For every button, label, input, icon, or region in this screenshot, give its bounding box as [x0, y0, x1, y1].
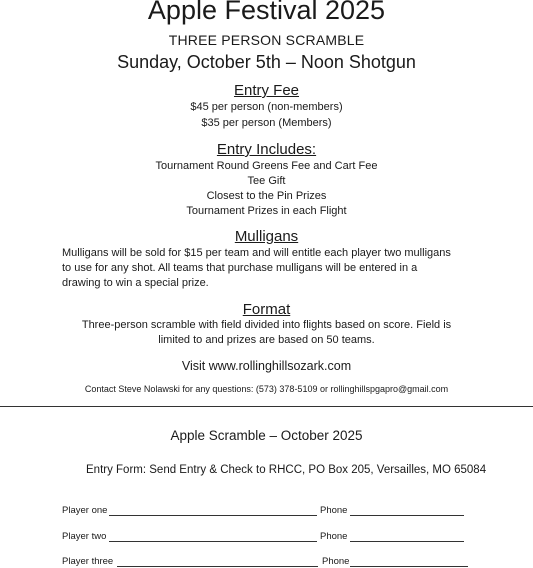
includes-item: Closest to the Pin Prizes — [206, 190, 327, 202]
includes-item: Tournament Round Greens Fee and Cart Fee — [155, 160, 378, 172]
form-instructions: Entry Form: Send Entry & Check to RHCC, PO Box 205, Versailles, MO 65084 — [86, 464, 487, 476]
format-heading: Format — [242, 301, 291, 318]
cut-divider — [0, 406, 533, 407]
player-two-label: Player two — [62, 531, 107, 542]
mulligans-text-line: drawing to win a special prize. — [62, 277, 209, 289]
player-three-label: Player three — [62, 556, 114, 567]
event-date-line: Sunday, October 5th – Noon Shotgun — [117, 52, 416, 72]
website-line: Visit www.rollinghillsozark.com — [181, 359, 352, 373]
entry-fee-heading: Entry Fee — [233, 82, 300, 99]
mulligans-text-line: Mulligans will be sold for $15 per team and will entitle each player two mulligans — [62, 247, 451, 259]
entry-fee-line: $35 per person (Members) — [201, 117, 332, 129]
contact-line: Contact Steve Nolawski for any questions: (573) 378-5109 or rollinghillspgapro@gmail.com — [84, 384, 449, 394]
player-two-phone-label: Phone — [320, 531, 348, 542]
format-text-line: Three-person scramble with field divided into flights based on score. Field is — [81, 319, 452, 331]
player-one-phone-field[interactable] — [350, 515, 464, 516]
player-three-phone-label: Phone — [322, 556, 350, 567]
event-subtitle: THREE PERSON SCRAMBLE — [168, 32, 365, 48]
includes-item: Tournament Prizes in each Flight — [186, 205, 347, 217]
includes-item: Tee Gift — [247, 175, 286, 187]
player-one-phone-label: Phone — [320, 505, 348, 516]
form-title: Apple Scramble – October 2025 — [170, 428, 363, 443]
player-one-label: Player one — [62, 505, 108, 516]
entry-includes-heading: Entry Includes: — [216, 141, 317, 158]
player-one-name-field[interactable] — [109, 515, 317, 516]
mulligans-heading: Mulligans — [234, 228, 299, 245]
player-two-phone-field[interactable] — [350, 541, 464, 542]
event-title: Apple Festival 2025 — [147, 0, 386, 25]
format-text-line: limited to and prizes are based on 50 teams. — [158, 334, 375, 346]
player-two-name-field[interactable] — [109, 541, 317, 542]
entry-fee-line: $45 per person (non-members) — [190, 101, 343, 113]
mulligans-text-line: to use for any shot. All teams that purchase mulligans will be entered in a — [62, 262, 418, 274]
